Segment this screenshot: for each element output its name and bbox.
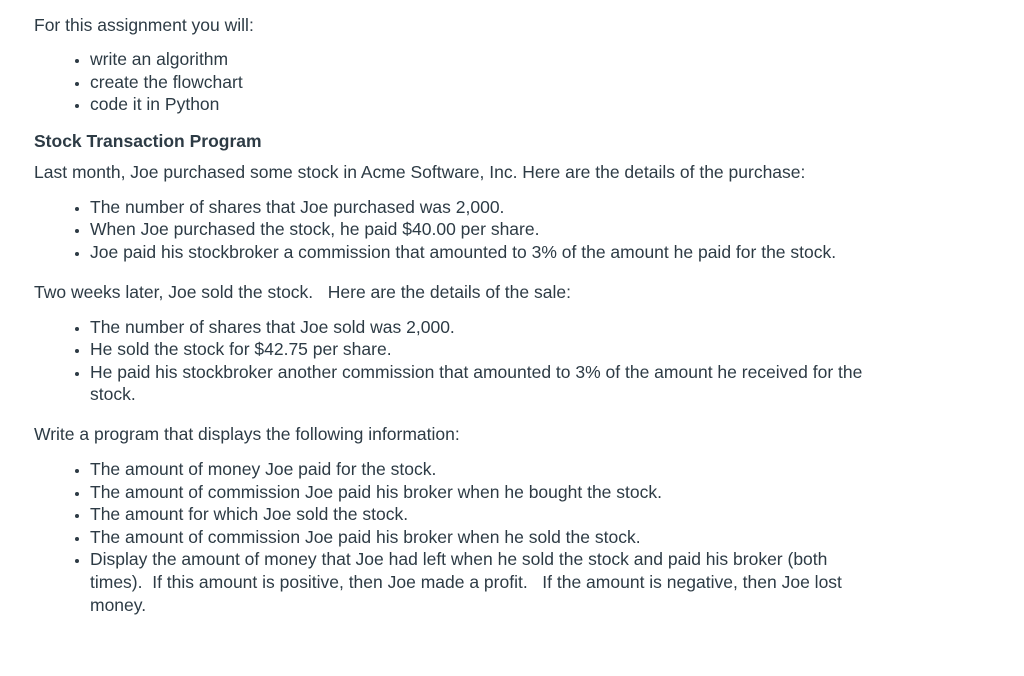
- purchase-details-list: [34, 196, 994, 264]
- output-intro-text: Write a program that displays the following information:: [34, 423, 460, 444]
- task-list: [34, 48, 994, 116]
- output-requirements-list: [34, 458, 994, 616]
- sale-details-list: [34, 316, 994, 406]
- sale-detail-item: • He sold the stock for $42.75 per share.: [90, 338, 994, 361]
- sale-detail-item: • The number of shares that Joe sold was 2,000.: [90, 316, 994, 339]
- output-item: • The amount for which Joe sold the stock.: [90, 503, 994, 526]
- output-item: • The amount of money Joe paid for the stock.: [90, 458, 994, 481]
- intro-text: For this assignment you will:: [34, 15, 254, 35]
- task-item: • code it in Python: [90, 93, 994, 116]
- purchase-detail-item: • When Joe purchased the stock, he paid $40.00 per share.: [90, 218, 994, 241]
- sale-intro-text: Two weeks later, Joe sold the stock. Here are the details of the sale:: [34, 281, 571, 302]
- task-item: • create the flowchart: [90, 71, 994, 94]
- sale-detail-item: • He paid his stockbroker another commission that amounted to 3% of the amount he received for the stock.: [90, 361, 870, 406]
- section-heading: Stock Transaction Program: [34, 130, 262, 151]
- output-item: • Display the amount of money that Joe had left when he sold the stock and paid his broker (both times). If this amount is positive, then Joe made a profit. If the amount is negative, then Joe lost money.: [90, 548, 870, 616]
- assignment-content: [34, 12, 994, 616]
- output-item: • The amount of commission Joe paid his broker when he sold the stock.: [90, 526, 994, 549]
- purchase-detail-item: • Joe paid his stockbroker a commission that amounted to 3% of the amount he paid for the stock.: [90, 241, 870, 264]
- task-item: • write an algorithm: [90, 48, 994, 71]
- purchase-intro-text: Last month, Joe purchased some stock in Acme Software, Inc. Here are the details of the purchase:: [34, 161, 806, 182]
- purchase-detail-item: • The number of shares that Joe purchased was 2,000.: [90, 196, 994, 219]
- output-item: • The amount of commission Joe paid his broker when he bought the stock.: [90, 481, 994, 504]
